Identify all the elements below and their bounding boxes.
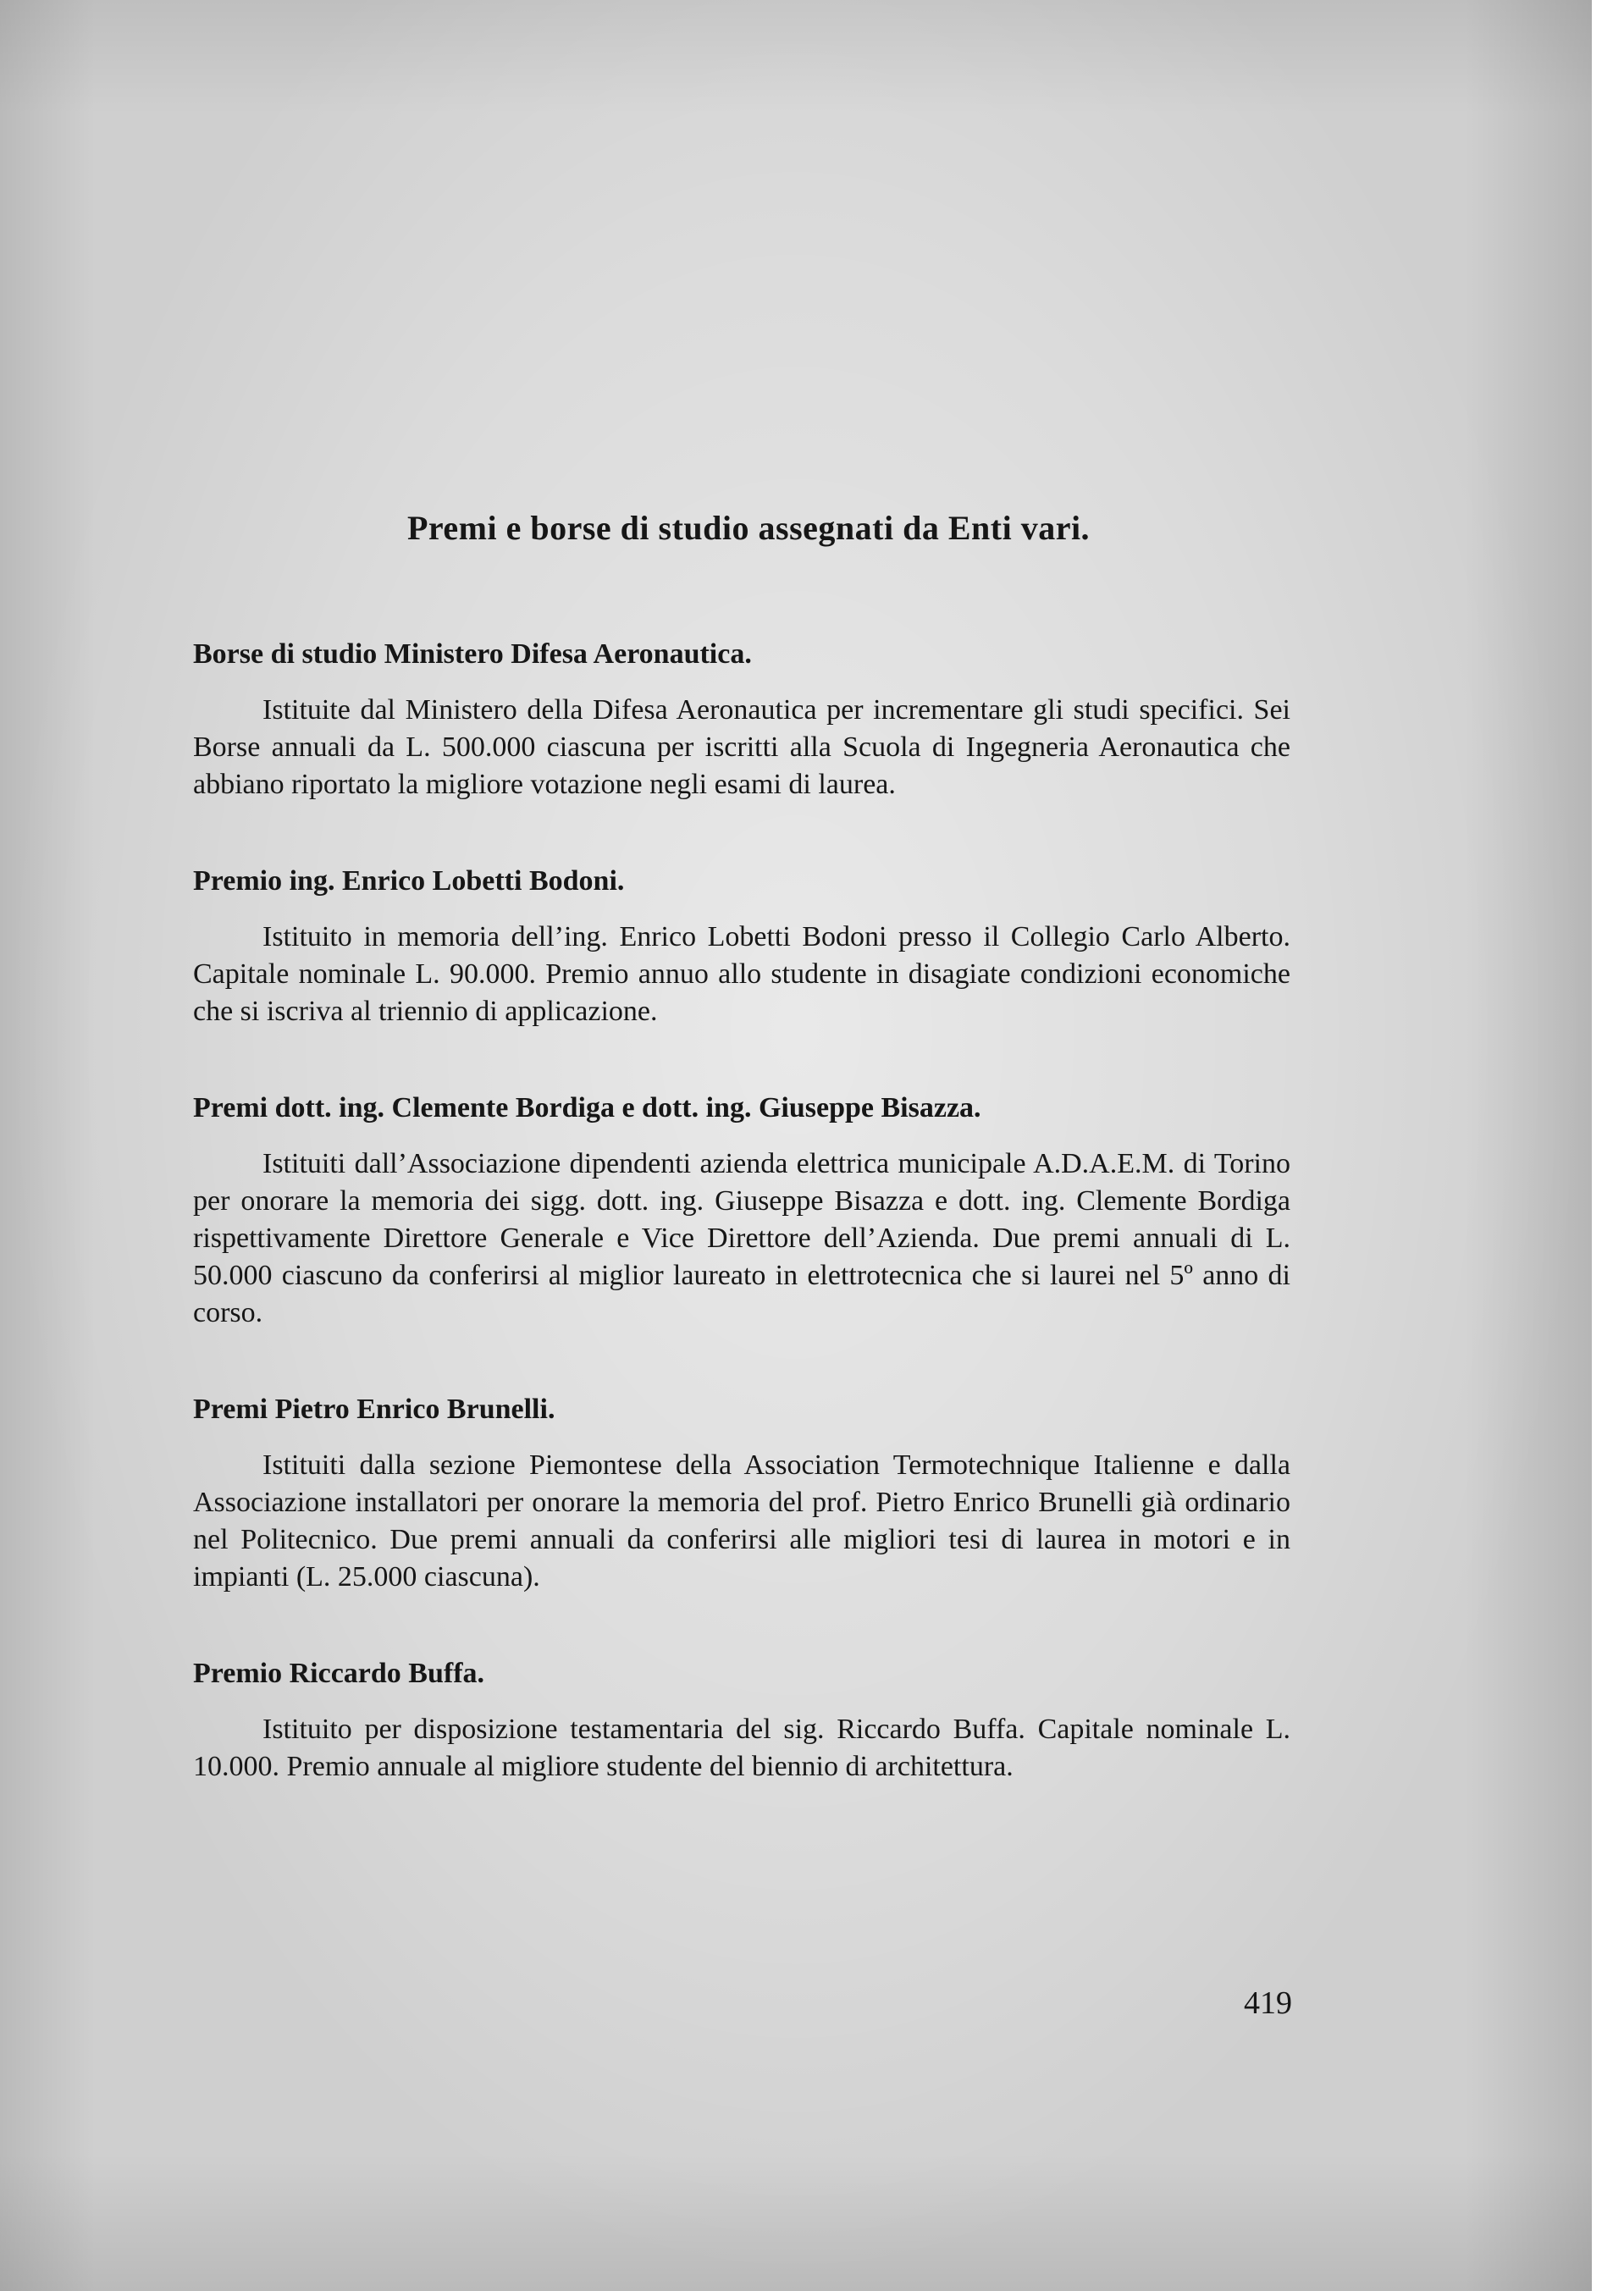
page-number: 419: [1244, 1985, 1292, 2021]
section-premio-lobetti-bodoni: [193, 863, 1290, 1030]
section-premi-bordiga-bisazza: [193, 1090, 1290, 1332]
page-content: [193, 508, 1290, 1845]
section-body: Istituiti dall’Associazione dipendenti azienda elettrica municipale A.D.A.E.M. di Torino per onorare la memoria dei sigg. dott. ing. Giuseppe Bisazza e dott. ing. Clemente Bordiga rispettivamente Direttore Generale e Vice Direttore dell’Azienda. Due premi annuali di L. 50.000 ciascuno da conferirsi al miglior laureato in elettrotecnica che si laurei nel 5º anno di corso.: [193, 1148, 1290, 1328]
section-body: Istituito in memoria dell’ing. Enrico Lobetti Bodoni presso il Collegio Carlo Alberto. Capitale nominale L. 90.000. Premio annuo allo studente in disagiate condizioni economiche che si iscriva al triennio di applicazione.: [193, 921, 1290, 1027]
section-heading: Borse di studio Ministero Difesa Aeronautica.: [193, 638, 752, 670]
page-title: Premi e borse di studio assegnati da Enti vari.: [406, 509, 1091, 547]
section-borse-difesa-aeronautica: [193, 636, 1290, 803]
section-premi-brunelli: [193, 1391, 1290, 1596]
section-body: Istituiti dalla sezione Piemontese della Association Termotechnique Italienne e dalla Associazione installatori per onorare la memoria del prof. Pietro Enrico Brunelli già ordinario nel Politecnico. Due premi annuali da conferirsi alle migliori tesi di laurea in motori e in impianti (L. 25.000 ciascuna).: [193, 1449, 1290, 1593]
section-heading: Premi Pietro Enrico Brunelli.: [193, 1394, 555, 1425]
section-body: Istituite dal Ministero della Difesa Aeronautica per incrementare gli studi specifici. Sei Borse annuali da L. 500.000 ciascuna per iscritti alla Scuola di Ingegneria Aeronautica che abbiano riportato la migliore votazione negli esami di laurea.: [193, 694, 1290, 800]
section-body: Istituito per disposizione testamentaria del sig. Riccardo Buffa. Capitale nominale L. 10.000. Premio annuale al migliore studente del biennio di architettura.: [193, 1714, 1290, 1782]
section-heading: Premi dott. ing. Clemente Bordiga e dott. ing. Giuseppe Bisazza.: [193, 1092, 981, 1123]
section-premio-buffa: [193, 1655, 1290, 1786]
section-heading: Premio ing. Enrico Lobetti Bodoni.: [193, 865, 625, 897]
section-heading: Premio Riccardo Buffa.: [193, 1658, 485, 1689]
